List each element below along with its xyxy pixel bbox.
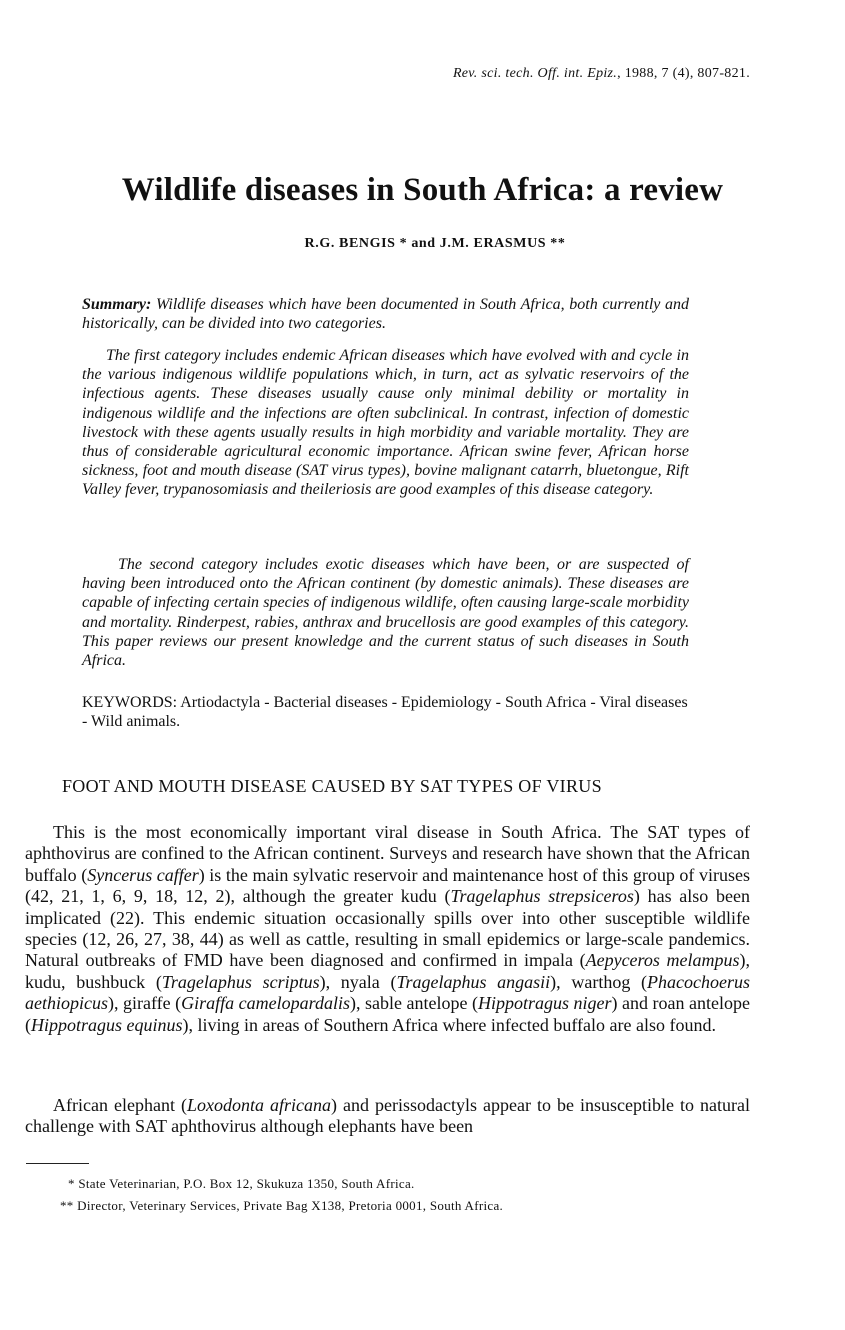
species-name: Phacochoerus aethiopicus	[25, 971, 750, 1014]
footnote-divider	[26, 1163, 89, 1164]
species-name: Giraffa camelopardalis	[181, 993, 350, 1014]
text-run: ) and roan antelope (	[25, 993, 750, 1035]
species-name: Tragelaphus strepsiceros	[450, 886, 634, 907]
body-paragraph-2	[25, 1095, 750, 1138]
species-name: Loxodonta africana	[186, 1095, 331, 1115]
summary-label: Summary:	[82, 296, 152, 313]
species-name: Tragelaphus scriptus	[161, 971, 320, 992]
species-name: Tragelaphus angasii	[396, 971, 551, 992]
text-run: This is the most economically important viral disease in South Africa. The SAT types of aphthovirus are confined to the African continent. Surveys and research have shown that the African buffalo (	[25, 822, 750, 885]
authors: R.G. BENGIS * and J.M. ERASMUS **	[304, 236, 566, 251]
footnote-2: ** Director, Veterinary Services, Private Bag X138, Pretoria 0001, South Africa.	[60, 1198, 504, 1213]
citation-details: , 1988, 7 (4), 807-821.	[617, 66, 750, 81]
species-name: Hippotragus niger	[477, 993, 612, 1014]
journal-citation	[453, 66, 750, 82]
text-run: ) has also been implicated (22). This endemic situation occasionally spills over into other susceptible wildlife species (12, 26, 27, 38, 44) as well as cattle, resulting in small epidemics or large-scale pandemics. Natural outbreaks of FMD have been diagnosed and confirmed in impala (	[25, 886, 750, 971]
section-heading: FOOT AND MOUTH DISEASE CAUSED BY SAT TYPES OF VIRUS	[62, 776, 602, 796]
text-run: ), giraffe (	[108, 993, 182, 1014]
species-name: Hippotragus equinus	[31, 1014, 183, 1035]
species-name: Aepyceros melampus	[585, 950, 740, 971]
paper-title: Wildlife diseases in South Africa: a review	[121, 172, 724, 208]
text-run: ) is the main sylvatic reservoir and maintenance host of this group of viruses (42, 21, 1, 6, 9, 18, 12, 2), although the greater kudu (	[25, 864, 750, 907]
abstract-paragraph-1: The first category includes endemic African diseases which have evolved with and cycle in the various indigenous wildlife populations which, in turn, act as sylvatic reservoirs of the infectious agents. These diseases usually cause only minimal debility or mortality in indigenous wildlife and the infections are often subclinical. In contrast, infection of domestic livestock with these agents usually results in high morbidity and variable mortality. They are thus of considerable agricultural economic importance. African swine fever, African horse sickness, foot and mouth disease (SAT virus types), bovine malignant catarrh, bluetongue, Rift Valley fever, trypanosomiasis and theileriosis are good examples of this disease category.	[82, 347, 689, 499]
summary-text: Wildlife diseases which have been documented in South Africa, both currently and historically, can be divided into two categories.	[82, 296, 689, 333]
species-name: Syncerus caffer	[87, 864, 199, 885]
keywords: KEYWORDS: Artiodactyla - Bacterial diseases - Epidemiology - South Africa - Viral diseases - Wild animals.	[82, 694, 688, 731]
text-run: ), kudu, bushbuck (	[25, 950, 750, 992]
abstract-summary	[82, 295, 689, 333]
text-run: ), sable antelope (	[350, 993, 478, 1014]
body-paragraph-1	[25, 822, 750, 1036]
text-run: ) and perissodactyls appear to be insusceptible to natural challenge with SAT aphthovirus although elephants have been	[25, 1095, 750, 1137]
text-run: ), living in areas of Southern Africa where infected buffalo are also found.	[182, 1014, 716, 1035]
abstract-paragraph-2: The second category includes exotic diseases which have been, or are suspected of having been introduced onto the African continent (by domestic animals). These diseases are capable of infecting certain species of indigenous wildlife, often causing large-scale morbidity and mortality. Rinderpest, rabies, anthrax and brucellosis are good examples of this category. This paper reviews our present knowledge and the current status of such diseases in South Africa.	[82, 556, 689, 670]
text-run: African elephant (	[53, 1095, 187, 1115]
footnote-1: * State Veterinarian, P.O. Box 12, Skukuza 1350, South Africa.	[68, 1176, 415, 1191]
text-run: ), nyala (	[319, 971, 397, 992]
citation-journal: Rev. sci. tech. Off. int. Epiz.	[452, 66, 618, 81]
text-run: ), warthog (	[550, 971, 648, 992]
